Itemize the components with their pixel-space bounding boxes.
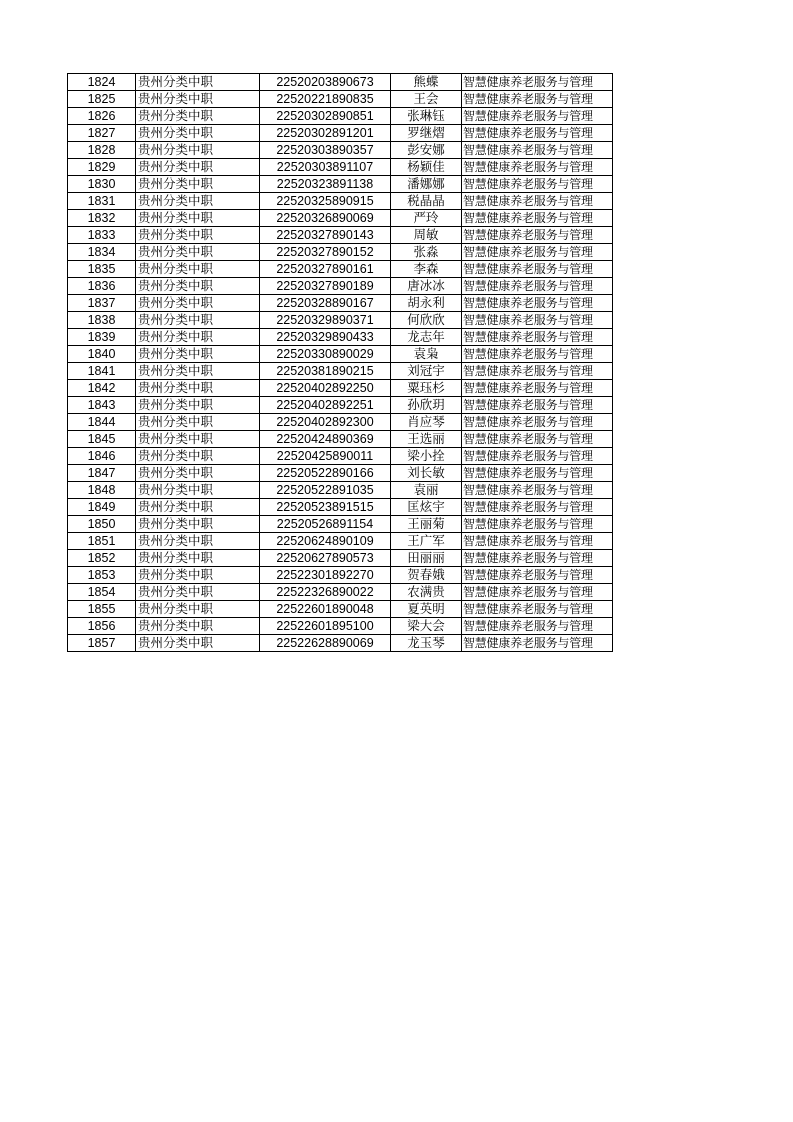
cell-exam-id: 22520522891035 [260, 482, 391, 499]
cell-student-name: 孙欣玥 [391, 397, 462, 414]
cell-exam-id: 22520624890109 [260, 533, 391, 550]
cell-number: 1852 [68, 550, 136, 567]
cell-exam-id: 22520302891201 [260, 125, 391, 142]
cell-category: 贵州分类中职 [136, 227, 260, 244]
cell-category: 贵州分类中职 [136, 193, 260, 210]
cell-exam-id: 22522326890022 [260, 584, 391, 601]
cell-exam-id: 22520526891154 [260, 516, 391, 533]
cell-student-name: 刘长敏 [391, 465, 462, 482]
cell-number: 1835 [68, 261, 136, 278]
cell-major: 智慧健康养老服务与管理 [462, 176, 613, 193]
cell-exam-id: 22520303891107 [260, 159, 391, 176]
cell-student-name: 袁丽 [391, 482, 462, 499]
student-table [67, 73, 613, 652]
table-row [68, 312, 613, 329]
cell-number: 1824 [68, 74, 136, 91]
cell-exam-id: 22520327890189 [260, 278, 391, 295]
cell-student-name: 贺春娥 [391, 567, 462, 584]
cell-student-name: 王丽菊 [391, 516, 462, 533]
cell-category: 贵州分类中职 [136, 465, 260, 482]
cell-student-name: 杨颖佳 [391, 159, 462, 176]
cell-major: 智慧健康养老服务与管理 [462, 74, 613, 91]
cell-student-name: 张琳钰 [391, 108, 462, 125]
cell-exam-id: 22520402892250 [260, 380, 391, 397]
cell-major: 智慧健康养老服务与管理 [462, 295, 613, 312]
cell-student-name: 龙志年 [391, 329, 462, 346]
cell-student-name: 严玲 [391, 210, 462, 227]
cell-major: 智慧健康养老服务与管理 [462, 533, 613, 550]
cell-number: 1839 [68, 329, 136, 346]
table-row [68, 363, 613, 380]
cell-major: 智慧健康养老服务与管理 [462, 363, 613, 380]
cell-category: 贵州分类中职 [136, 108, 260, 125]
table-row [68, 193, 613, 210]
cell-major: 智慧健康养老服务与管理 [462, 414, 613, 431]
table-row [68, 465, 613, 482]
cell-category: 贵州分类中职 [136, 74, 260, 91]
cell-student-name: 何欣欣 [391, 312, 462, 329]
cell-category: 贵州分类中职 [136, 448, 260, 465]
cell-category: 贵州分类中职 [136, 550, 260, 567]
cell-student-name: 税晶晶 [391, 193, 462, 210]
table-row [68, 108, 613, 125]
table-row [68, 91, 613, 108]
table-row [68, 618, 613, 635]
cell-number: 1827 [68, 125, 136, 142]
table-row [68, 533, 613, 550]
table-row [68, 567, 613, 584]
cell-exam-id: 22522628890069 [260, 635, 391, 652]
cell-major: 智慧健康养老服务与管理 [462, 431, 613, 448]
cell-student-name: 袁枭 [391, 346, 462, 363]
cell-exam-id: 22522601895100 [260, 618, 391, 635]
cell-category: 贵州分类中职 [136, 142, 260, 159]
cell-number: 1842 [68, 380, 136, 397]
cell-student-name: 夏英明 [391, 601, 462, 618]
cell-category: 贵州分类中职 [136, 329, 260, 346]
cell-student-name: 李森 [391, 261, 462, 278]
table-row [68, 210, 613, 227]
cell-major: 智慧健康养老服务与管理 [462, 142, 613, 159]
table-row [68, 584, 613, 601]
cell-category: 贵州分类中职 [136, 380, 260, 397]
cell-category: 贵州分类中职 [136, 431, 260, 448]
cell-exam-id: 22520303890357 [260, 142, 391, 159]
cell-category: 贵州分类中职 [136, 244, 260, 261]
cell-category: 贵州分类中职 [136, 414, 260, 431]
cell-number: 1838 [68, 312, 136, 329]
cell-number: 1844 [68, 414, 136, 431]
table-row [68, 397, 613, 414]
cell-exam-id: 22520327890143 [260, 227, 391, 244]
table-row [68, 414, 613, 431]
cell-exam-id: 22520327890152 [260, 244, 391, 261]
cell-number: 1826 [68, 108, 136, 125]
cell-major: 智慧健康养老服务与管理 [462, 210, 613, 227]
cell-major: 智慧健康养老服务与管理 [462, 91, 613, 108]
table-row [68, 261, 613, 278]
table-row [68, 295, 613, 312]
cell-student-name: 刘冠宇 [391, 363, 462, 380]
cell-student-name: 罗继熠 [391, 125, 462, 142]
cell-exam-id: 22520522890166 [260, 465, 391, 482]
table-row [68, 346, 613, 363]
cell-major: 智慧健康养老服务与管理 [462, 227, 613, 244]
cell-major: 智慧健康养老服务与管理 [462, 346, 613, 363]
cell-student-name: 潘娜娜 [391, 176, 462, 193]
cell-student-name: 龙玉琴 [391, 635, 462, 652]
cell-exam-id: 22520627890573 [260, 550, 391, 567]
cell-category: 贵州分类中职 [136, 159, 260, 176]
cell-major: 智慧健康养老服务与管理 [462, 482, 613, 499]
table-row [68, 227, 613, 244]
cell-exam-id: 22520424890369 [260, 431, 391, 448]
cell-number: 1849 [68, 499, 136, 516]
cell-number: 1857 [68, 635, 136, 652]
cell-major: 智慧健康养老服务与管理 [462, 499, 613, 516]
table-row [68, 74, 613, 91]
cell-student-name: 胡永利 [391, 295, 462, 312]
cell-category: 贵州分类中职 [136, 295, 260, 312]
cell-number: 1850 [68, 516, 136, 533]
cell-exam-id: 22520328890167 [260, 295, 391, 312]
cell-student-name: 王选丽 [391, 431, 462, 448]
cell-category: 贵州分类中职 [136, 91, 260, 108]
cell-student-name: 王广军 [391, 533, 462, 550]
cell-category: 贵州分类中职 [136, 533, 260, 550]
cell-major: 智慧健康养老服务与管理 [462, 380, 613, 397]
cell-number: 1845 [68, 431, 136, 448]
cell-exam-id: 22520329890433 [260, 329, 391, 346]
cell-major: 智慧健康养老服务与管理 [462, 550, 613, 567]
cell-number: 1848 [68, 482, 136, 499]
cell-category: 贵州分类中职 [136, 601, 260, 618]
cell-category: 贵州分类中职 [136, 312, 260, 329]
cell-number: 1829 [68, 159, 136, 176]
table-row [68, 244, 613, 261]
cell-category: 贵州分类中职 [136, 261, 260, 278]
cell-student-name: 肖应琴 [391, 414, 462, 431]
cell-number: 1834 [68, 244, 136, 261]
cell-number: 1830 [68, 176, 136, 193]
cell-major: 智慧健康养老服务与管理 [462, 159, 613, 176]
cell-number: 1837 [68, 295, 136, 312]
cell-exam-id: 22520329890371 [260, 312, 391, 329]
cell-exam-id: 22520203890673 [260, 74, 391, 91]
cell-exam-id: 22520402892300 [260, 414, 391, 431]
cell-student-name: 唐冰冰 [391, 278, 462, 295]
table-row [68, 142, 613, 159]
cell-exam-id: 22520523891515 [260, 499, 391, 516]
cell-number: 1833 [68, 227, 136, 244]
cell-major: 智慧健康养老服务与管理 [462, 125, 613, 142]
cell-number: 1836 [68, 278, 136, 295]
cell-major: 智慧健康养老服务与管理 [462, 601, 613, 618]
cell-major: 智慧健康养老服务与管理 [462, 244, 613, 261]
cell-major: 智慧健康养老服务与管理 [462, 448, 613, 465]
cell-student-name: 王会 [391, 91, 462, 108]
cell-number: 1856 [68, 618, 136, 635]
cell-exam-id: 22520325890915 [260, 193, 391, 210]
table-row [68, 380, 613, 397]
cell-student-name: 张淼 [391, 244, 462, 261]
cell-category: 贵州分类中职 [136, 635, 260, 652]
cell-exam-id: 22520326890069 [260, 210, 391, 227]
table-row [68, 431, 613, 448]
cell-major: 智慧健康养老服务与管理 [462, 261, 613, 278]
table-row [68, 601, 613, 618]
cell-major: 智慧健康养老服务与管理 [462, 312, 613, 329]
cell-exam-id: 22520302890851 [260, 108, 391, 125]
cell-student-name: 彭安娜 [391, 142, 462, 159]
cell-category: 贵州分类中职 [136, 516, 260, 533]
cell-exam-id: 22520381890215 [260, 363, 391, 380]
cell-exam-id: 22520221890835 [260, 91, 391, 108]
cell-category: 贵州分类中职 [136, 567, 260, 584]
cell-category: 贵州分类中职 [136, 499, 260, 516]
cell-number: 1825 [68, 91, 136, 108]
cell-student-name: 梁大会 [391, 618, 462, 635]
cell-number: 1843 [68, 397, 136, 414]
cell-major: 智慧健康养老服务与管理 [462, 329, 613, 346]
cell-number: 1840 [68, 346, 136, 363]
cell-number: 1854 [68, 584, 136, 601]
cell-number: 1828 [68, 142, 136, 159]
cell-major: 智慧健康养老服务与管理 [462, 465, 613, 482]
cell-category: 贵州分类中职 [136, 363, 260, 380]
cell-number: 1847 [68, 465, 136, 482]
cell-number: 1841 [68, 363, 136, 380]
cell-exam-id: 22522301892270 [260, 567, 391, 584]
cell-number: 1846 [68, 448, 136, 465]
cell-exam-id: 22520425890011 [260, 448, 391, 465]
cell-category: 贵州分类中职 [136, 618, 260, 635]
table-row [68, 125, 613, 142]
cell-number: 1855 [68, 601, 136, 618]
cell-exam-id: 22520330890029 [260, 346, 391, 363]
cell-exam-id: 22520402892251 [260, 397, 391, 414]
cell-major: 智慧健康养老服务与管理 [462, 618, 613, 635]
table-row [68, 516, 613, 533]
table-row [68, 635, 613, 652]
cell-category: 贵州分类中职 [136, 210, 260, 227]
cell-category: 贵州分类中职 [136, 176, 260, 193]
cell-major: 智慧健康养老服务与管理 [462, 397, 613, 414]
cell-major: 智慧健康养老服务与管理 [462, 516, 613, 533]
table-row [68, 499, 613, 516]
cell-category: 贵州分类中职 [136, 346, 260, 363]
cell-major: 智慧健康养老服务与管理 [462, 567, 613, 584]
cell-student-name: 梁小拴 [391, 448, 462, 465]
cell-exam-id: 22520323891138 [260, 176, 391, 193]
table-row [68, 329, 613, 346]
cell-major: 智慧健康养老服务与管理 [462, 108, 613, 125]
table-body [68, 74, 613, 652]
table-row [68, 159, 613, 176]
cell-category: 贵州分类中职 [136, 125, 260, 142]
cell-student-name: 田丽丽 [391, 550, 462, 567]
cell-category: 贵州分类中职 [136, 397, 260, 414]
cell-number: 1832 [68, 210, 136, 227]
table-row [68, 278, 613, 295]
cell-category: 贵州分类中职 [136, 584, 260, 601]
table-row [68, 482, 613, 499]
cell-student-name: 周敏 [391, 227, 462, 244]
table-row [68, 176, 613, 193]
cell-number: 1831 [68, 193, 136, 210]
cell-major: 智慧健康养老服务与管理 [462, 193, 613, 210]
cell-major: 智慧健康养老服务与管理 [462, 278, 613, 295]
cell-number: 1851 [68, 533, 136, 550]
table-row [68, 448, 613, 465]
cell-student-name: 粟珏杉 [391, 380, 462, 397]
cell-number: 1853 [68, 567, 136, 584]
cell-student-name: 匡炫宇 [391, 499, 462, 516]
cell-category: 贵州分类中职 [136, 482, 260, 499]
cell-category: 贵州分类中职 [136, 278, 260, 295]
cell-major: 智慧健康养老服务与管理 [462, 635, 613, 652]
cell-student-name: 熊蝶 [391, 74, 462, 91]
cell-student-name: 农满贵 [391, 584, 462, 601]
cell-exam-id: 22520327890161 [260, 261, 391, 278]
cell-major: 智慧健康养老服务与管理 [462, 584, 613, 601]
table-row [68, 550, 613, 567]
cell-exam-id: 22522601890048 [260, 601, 391, 618]
